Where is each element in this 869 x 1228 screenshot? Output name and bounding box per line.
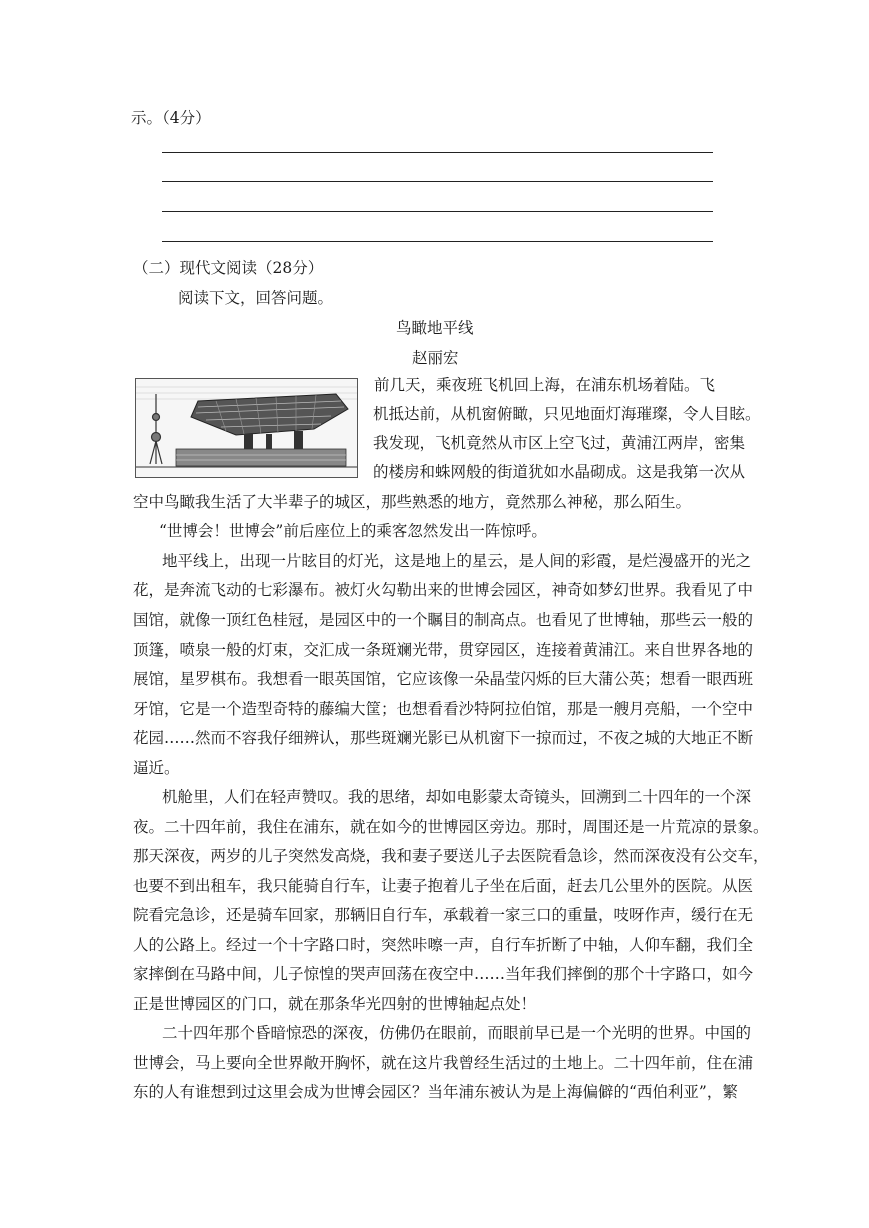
article-line: 我发现，飞机竟然从市区上空飞过，黄浦江两岸，密集: [373, 434, 746, 452]
article-line: 二十四年那个昏暗惊恐的深夜，仿佛仍在眼前，而眼前早已是一个光明的世界。中国的: [162, 1024, 752, 1042]
article-line: 世博会，马上要向全世界敞开胸怀，就在这片我曾经生活过的土地上。二十四年前，住在浦: [133, 1054, 754, 1072]
article-line: 夜。二十四年前，我住在浦东，就在如今的世博园区旁边。那时，周围还是一片荒凉的景象。: [133, 818, 769, 836]
article-line: 花园……然而不容我仔细辨认，那些斑斓光影已从机窗下一掠而过，不夜之城的大地正不断: [133, 729, 754, 747]
article-line: 国馆，就像一顶红色桂冠，是园区中的一个瞩目的制高点。也看见了世博轴，那些云一般的: [133, 611, 754, 629]
article-line: 机舱里，人们在轻声赞叹。我的思绪，却如电影蒙太奇镜头，回溯到二十四年的一个深: [162, 788, 752, 806]
reading-instruction: 阅读下文，回答问题。: [178, 289, 334, 307]
article-line: 机抵达前，从机窗俯瞰，只见地面灯海璀璨，令人目眩。: [373, 405, 761, 423]
answer-prompt-tail: 示。（4分）: [131, 109, 211, 127]
article-line: 展馆，星罗棋布。我想看一眼英国馆，它应该像一朵晶莹闪烁的巨大蒲公英；想看一眼西班: [133, 670, 754, 688]
article-line: 人的公路上。经过一个十字路口时，突然咔嚓一声，自行车折断了中轴，人仰车翻，我们全: [133, 936, 754, 954]
section-header: （二）现代文阅读（28分）: [133, 259, 324, 277]
article-line: 花，是奔流飞动的七彩瀑布。被灯火勾勒出来的世博会园区，神奇如梦幻世界。我看见了中: [133, 581, 754, 599]
article-author: 赵丽宏: [412, 349, 459, 367]
article-line: 那天深夜，两岁的儿子突然发高烧，我和妻子要送儿子去医院看急诊，然而深夜没有公交车，: [133, 847, 769, 865]
article-line: 家摔倒在马路中间，儿子惊惶的哭声回荡在夜空中……当年我们摔倒的那个十字路口，如今: [133, 965, 754, 983]
article-line: 逼近。: [133, 759, 180, 777]
article-line: 正是世博园区的门口，就在那条华光四射的世博轴起点处！: [133, 995, 537, 1013]
article-line: “世博会！世博会”前后座位上的乘客忽然发出一阵惊呼。: [159, 522, 547, 540]
answer-line[interactable]: [162, 181, 713, 182]
answer-line[interactable]: [162, 152, 713, 153]
article-line: 牙馆，它是一个造型奇特的藤编大筐；也想看看沙特阿拉伯馆，那是一艘月亮船，一个空中: [133, 700, 754, 718]
article-line: 顶篷，喷泉一般的灯束，交汇成一条斑斓光带，贯穿园区，连接着黄浦江。来自世界各地的: [133, 641, 754, 659]
answer-line[interactable]: [162, 241, 713, 242]
article-line: 地平线上，出现一片眩目的灯光，这是地上的星云，是人间的彩霞，是烂漫盛开的光之: [162, 552, 752, 570]
china-pavilion-illustration: [135, 378, 358, 478]
article-title: 鸟瞰地平线: [396, 319, 474, 337]
article-line: 前几天，乘夜班飞机回上海，在浦东机场着陆。飞: [374, 376, 716, 394]
article-line: 空中鸟瞰我生活了大半辈子的城区，那些熟悉的地方，竟然那么神秘，那么陌生。: [133, 493, 692, 511]
article-line: 院看完急诊，还是骑车回家，那辆旧自行车，承载着一家三口的重量，吱呀作声，缓行在无: [133, 906, 754, 924]
answer-line[interactable]: [162, 211, 713, 212]
article-line: 的楼房和蛛网般的街道犹如水晶砌成。这是我第一次从: [373, 463, 746, 481]
article-line: 也要不到出租车，我只能骑自行车，让妻子抱着儿子坐在后面，赶去几公里外的医院。从医: [133, 877, 754, 895]
article-line: 东的人有谁想到过这里会成为世博会园区？当年浦东被认为是上海偏僻的“西伯利亚”，繁: [133, 1083, 738, 1101]
